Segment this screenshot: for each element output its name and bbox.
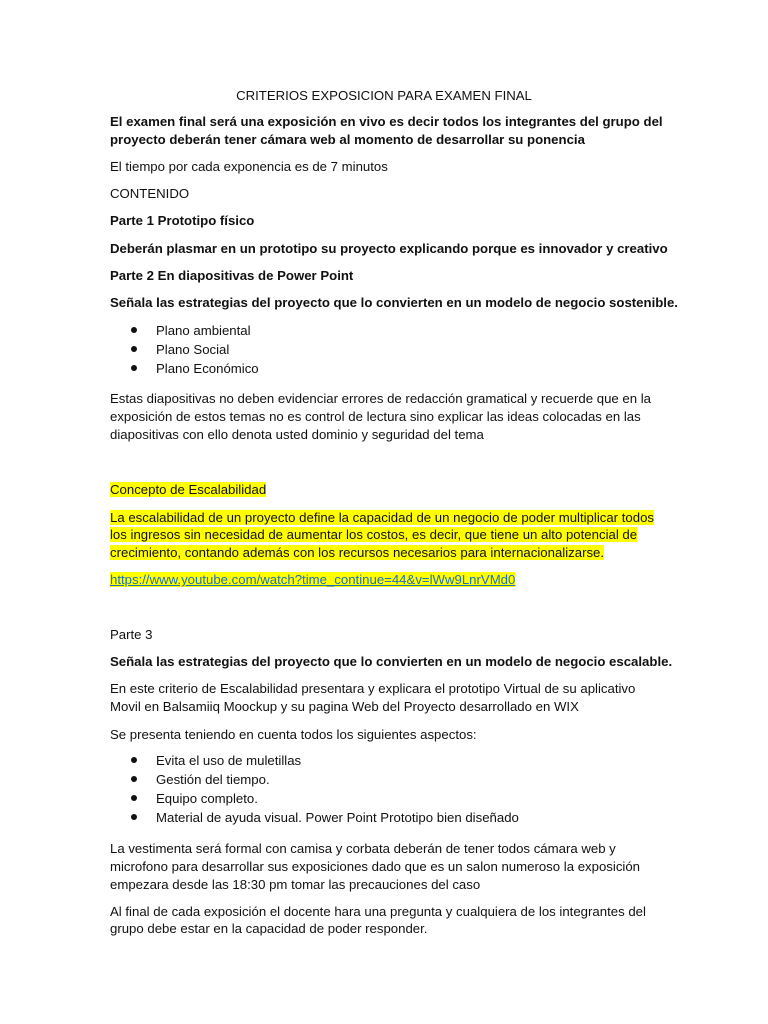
parte3-text: Señala las estrategias del proyecto que lo convierten en un modelo de negocio escalable. <box>110 654 673 669</box>
diapositivas-line-3: diapositivas con ello denota usted dominio y seguridad del tema <box>110 427 484 442</box>
intro-line-2: proyecto deberán tener cámara web al momento de desarrollar su ponencia <box>110 132 585 147</box>
vestimenta-line-1: La vestimenta será formal con camisa y corbata deberán de tener todos cámara web y <box>110 841 616 856</box>
list-item: Plano Social <box>156 342 230 357</box>
document-title: CRITERIOS EXPOSICION PARA EXAMEN FINAL <box>236 88 532 103</box>
bullet-icon <box>131 814 137 820</box>
intro-line-1: El examen final será una exposición en vivo es decir todos los integrantes del grupo del <box>110 114 663 129</box>
parte2-heading: Parte 2 En diapositivas de Power Point <box>110 268 354 283</box>
highlight-text: crecimiento, contando además con los recursos necesarios para internacionalizarse. <box>110 545 605 560</box>
vestimenta-line-3: empezara desde las 18:30 pm tomar las precauciones del caso <box>110 877 481 892</box>
aspectos-intro: Se presenta teniendo en cuenta todos los siguientes aspectos: <box>110 727 477 742</box>
final-line-2: grupo debe estar en la capacidad de poder responder. <box>110 921 428 936</box>
list-item: Material de ayuda visual. Power Point Prototipo bien diseñado <box>156 810 519 825</box>
diapositivas-line-1: Estas diapositivas no deben evidenciar errores de redacción gramatical y recuerde que en la <box>110 391 651 406</box>
list-item: Plano ambiental <box>156 323 251 338</box>
bullet-icon <box>131 795 137 801</box>
final-line-1: Al final de cada exposición el docente hara una pregunta y cualquiera de los integrantes del <box>110 904 646 919</box>
escalabilidad-line-1 <box>110 509 654 526</box>
criterio-line-1: En este criterio de Escalabilidad presentara y explicara el prototipo Virtual de su aplicativo <box>110 681 636 696</box>
list-item: Evita el uso de muletillas <box>156 753 302 768</box>
bullet-icon <box>131 327 137 333</box>
bullet-icon <box>131 757 137 763</box>
list-item: Plano Económico <box>156 361 259 376</box>
bullet-icon <box>131 346 137 352</box>
parte3-heading: Parte 3 <box>110 627 153 642</box>
highlight-text: La escalabilidad de un proyecto define la capacidad de un negocio de poder multiplicar todos <box>110 510 654 525</box>
youtube-link-line <box>110 571 515 588</box>
vestimenta-line-2: microfono para desarrollar sus exposiciones dado que es un salon numeroso la exposición <box>110 859 641 874</box>
highlight-text: los ingresos sin necesidad de aumentar los costos, es decir, que tiene un alto potencial de <box>110 527 638 542</box>
list-item: Equipo completo. <box>156 791 258 806</box>
parte1-heading: Parte 1 Prototipo físico <box>110 213 255 228</box>
bullet-icon <box>131 365 137 371</box>
parte2-text: Señala las estrategias del proyecto que lo convierten en un modelo de negocio sostenible. <box>110 295 678 310</box>
escalabilidad-heading <box>110 481 266 498</box>
youtube-link[interactable]: https://www.youtube.com/watch?time_continue=44&v=lWw9LnrVMd0 <box>110 572 516 587</box>
highlight-text: Concepto de Escalabilidad <box>110 482 267 497</box>
escalabilidad-line-2 <box>110 526 637 543</box>
criterio-line-2: Movil en Balsamiiq Moockup y su pagina Web del Proyecto desarrollado en WIX <box>110 699 579 714</box>
time-text: El tiempo por cada exponencia es de 7 minutos <box>110 159 388 174</box>
contenido-heading: CONTENIDO <box>110 186 190 201</box>
list-item: Gestión del tiempo. <box>156 772 270 787</box>
bullet-icon <box>131 776 137 782</box>
parte1-text: Deberán plasmar en un prototipo su proyecto explicando porque es innovador y creativo <box>110 241 668 256</box>
escalabilidad-line-3 <box>110 544 604 561</box>
diapositivas-line-2: exposición de estos temas no es control de lectura sino explicar las ideas colocadas en las <box>110 409 641 424</box>
